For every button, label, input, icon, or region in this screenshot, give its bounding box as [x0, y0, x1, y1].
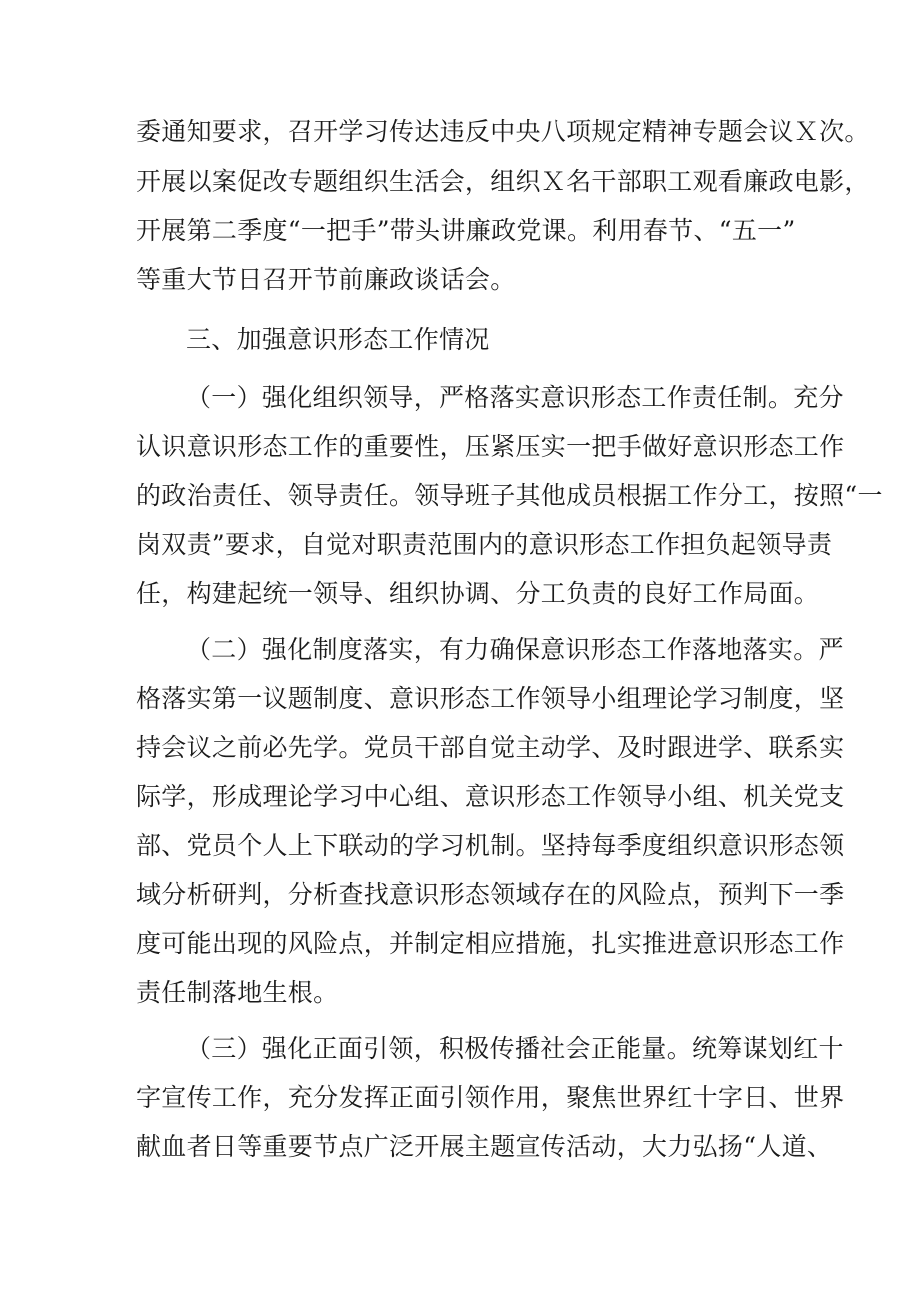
- paragraph-line: 责任制落地生根。: [136, 978, 339, 1007]
- paragraph-line: （二）强化制度落实，有力确保意识形态工作落地落实。严: [186, 635, 844, 664]
- paragraph-line: 开展第二季度“一把手”带头讲廉政党课。利用春节、“五一”: [136, 216, 796, 245]
- paragraph-line: 任，构建起统一领导、组织协调、分工负责的良好工作局面。: [136, 579, 820, 608]
- paragraph-line: 等重大节日召开节前廉政谈话会。: [136, 265, 516, 294]
- paragraph-line: 际学，形成理论学习中心组、意识形态工作领导小组、机关党支: [136, 782, 845, 811]
- paragraph-line: 委通知要求，召开学习传达违反中央八项规定精神专题会议Ｘ次。: [136, 117, 870, 146]
- paragraph-line: （三）强化正面引领，积极传播社会正能量。统筹谋划红十: [186, 1034, 844, 1063]
- paragraph-line: 认识意识形态工作的重要性，压紧压实一把手做好意识形态工作: [136, 432, 845, 461]
- paragraph-line: 献血者日等重要节点广泛开展主题宣传活动，大力弘扬“人道、: [136, 1132, 833, 1161]
- paragraph-line: 域分析研判，分析查找意识形态领域存在的风险点，预判下一季: [136, 880, 845, 909]
- paragraph-line: 岗双责”要求，自觉对职责范围内的意识形态工作担负起领导责: [136, 530, 833, 559]
- paragraph-line: 字宣传工作，充分发挥正面引领作用，聚焦世界红十字日、世界: [136, 1083, 845, 1112]
- section-heading: 三、加强意识形态工作情况: [186, 325, 490, 354]
- paragraph-line: 度可能出现的风险点，并制定相应措施，扎实推进意识形态工作: [136, 929, 845, 958]
- paragraph-line: （一）强化组织领导，严格落实意识形态工作责任制。充分: [186, 383, 844, 412]
- paragraph-line: 开展以案促改专题组织生活会，组织Ｘ名干部职工观看廉政电影，: [136, 167, 870, 196]
- paragraph-line: 持会议之前必先学。党员干部自觉主动学、及时跟进学、联系实: [136, 733, 845, 762]
- paragraph-line: 格落实第一议题制度、意识形态工作领导小组理论学习制度，坚: [136, 684, 845, 713]
- paragraph-line: 的政治责任、领导责任。领导班子其他成员根据工作分工，按照“一: [136, 481, 883, 510]
- paragraph-line: 部、党员个人上下联动的学习机制。坚持每季度组织意识形态领: [136, 831, 845, 860]
